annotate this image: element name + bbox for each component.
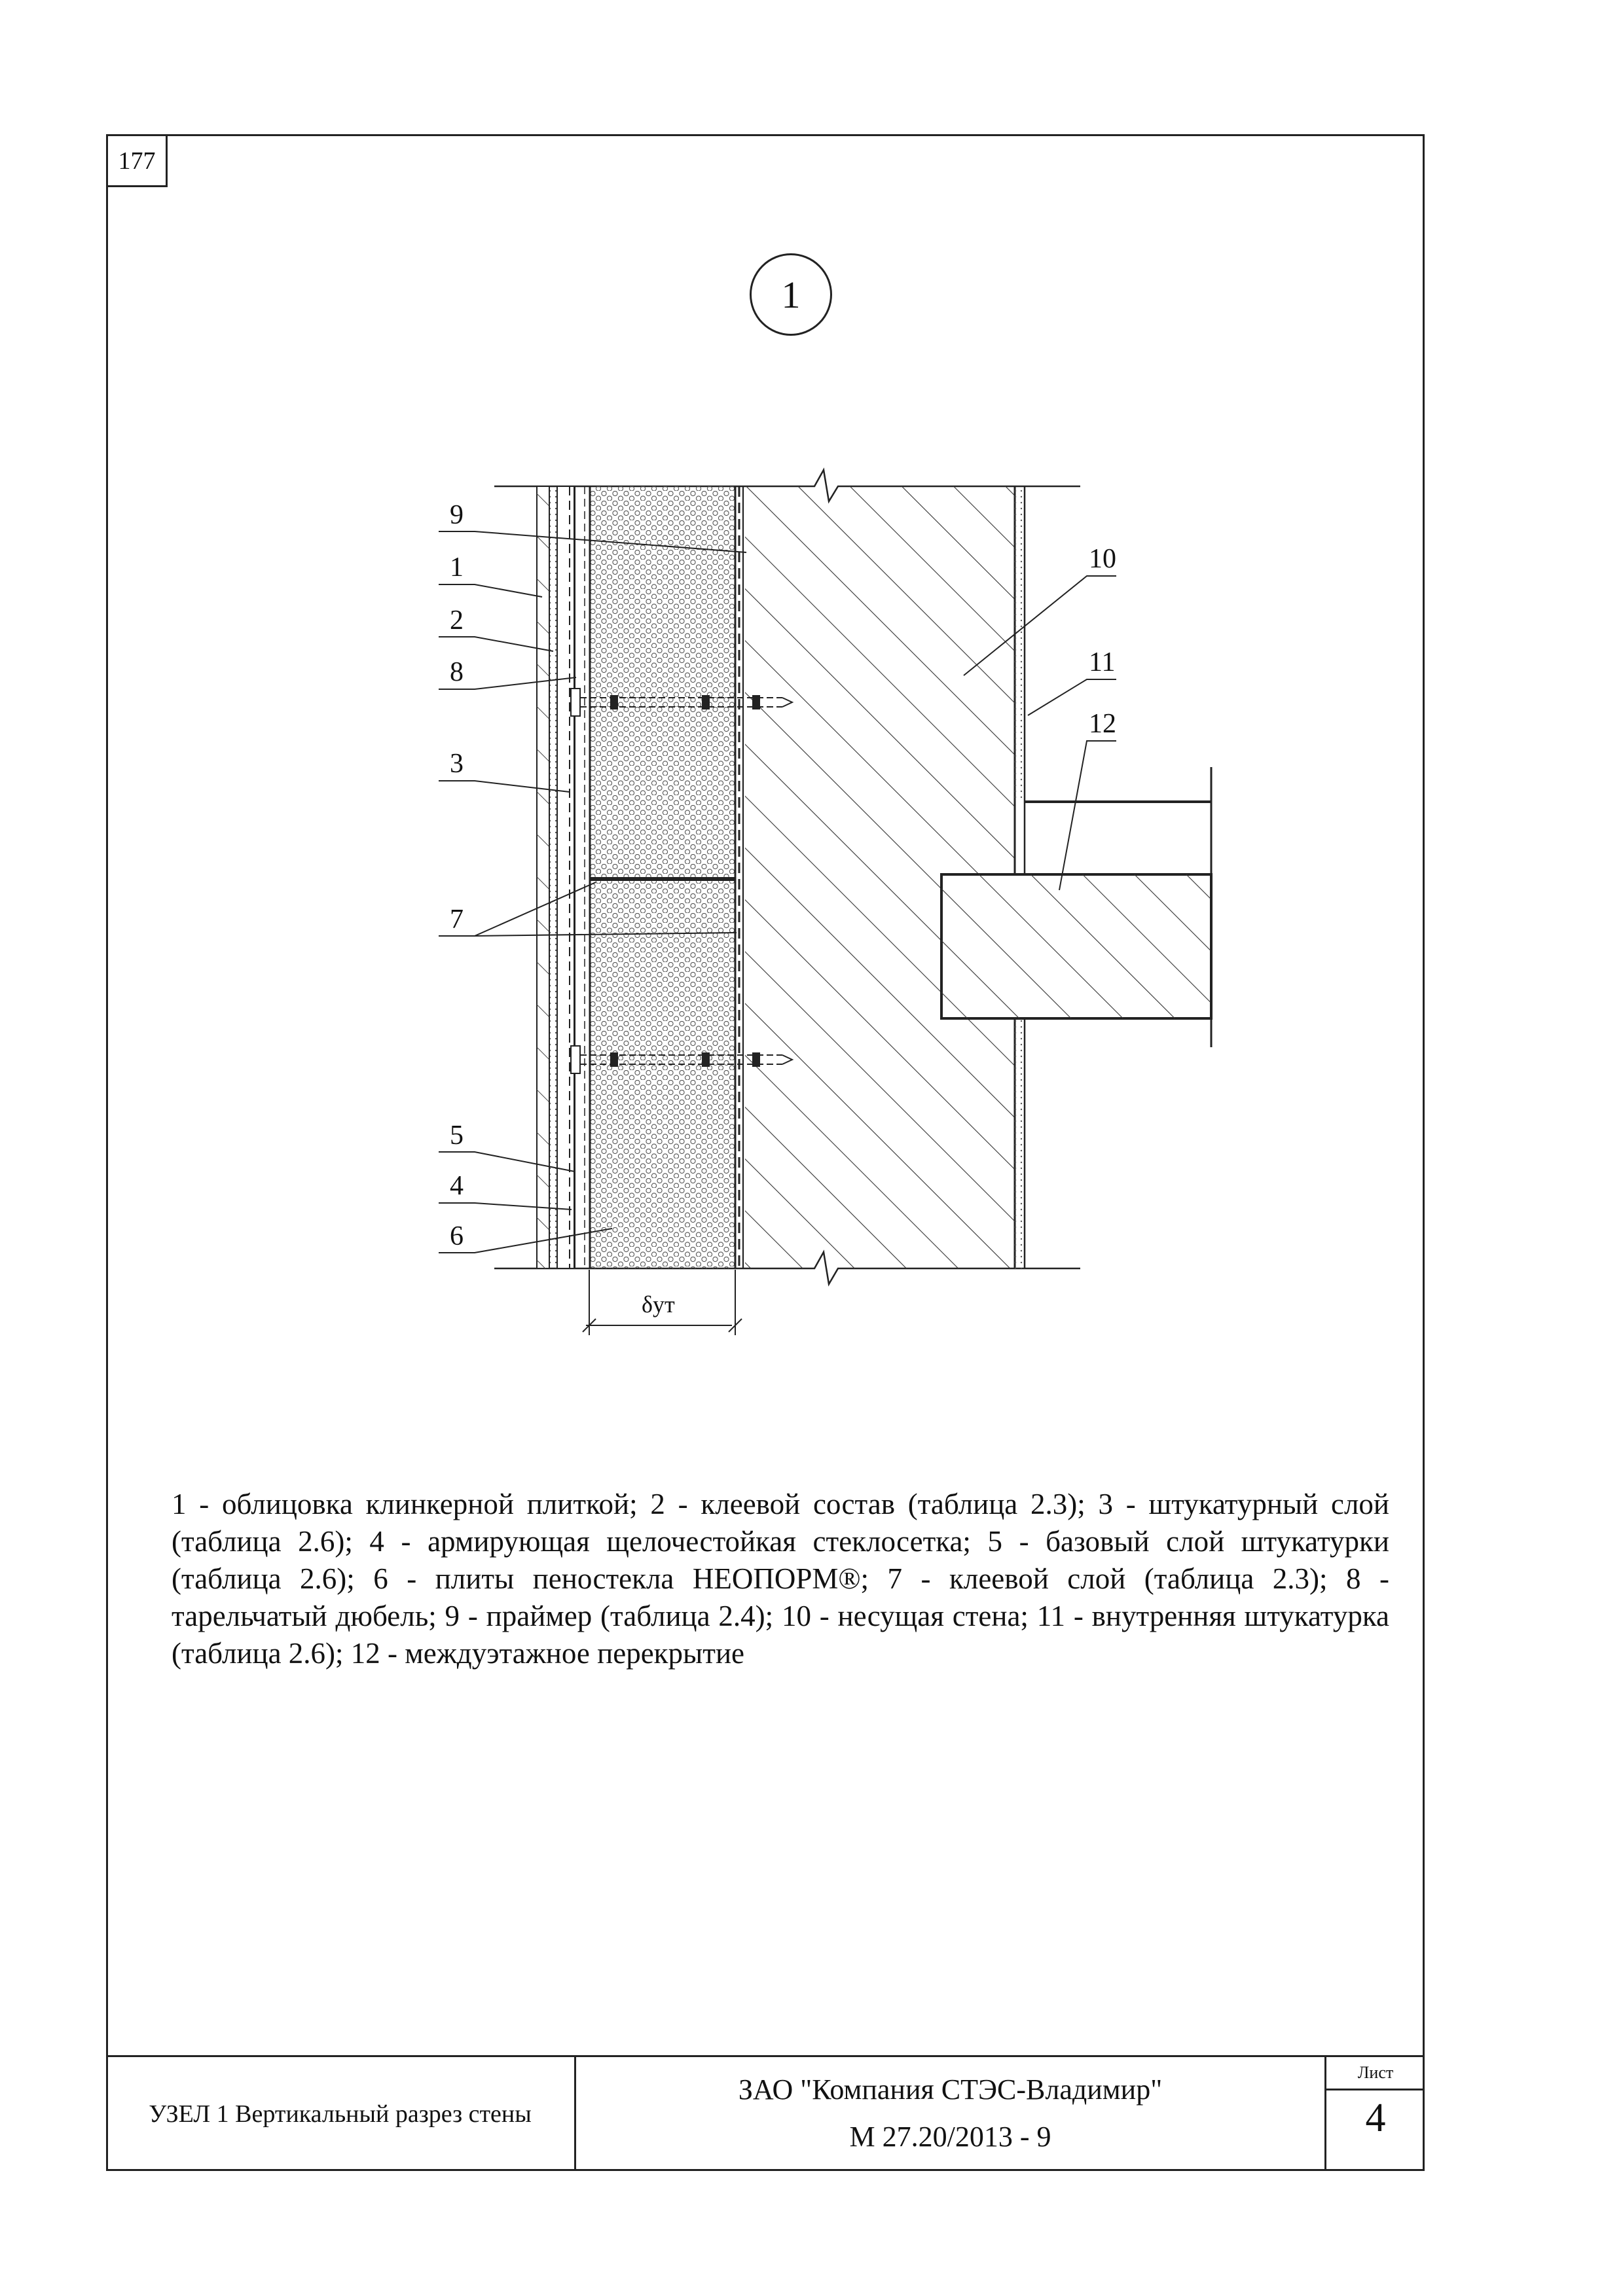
callout-1: 1 <box>450 552 464 583</box>
callout-6: 6 <box>450 1221 464 1251</box>
layer-foam-glass-insulation <box>575 486 735 1268</box>
callout-5: 5 <box>450 1121 464 1151</box>
layer-primer <box>739 486 743 1268</box>
callout-10: 10 <box>1089 544 1116 574</box>
node-number-circle: 1 <box>750 253 832 336</box>
layer-plaster <box>557 486 574 1268</box>
layer-adhesive <box>549 486 557 1268</box>
insulation-thickness-label: δут <box>642 1291 675 1318</box>
drawing-title: УЗЕЛ 1 Вертикальный разрез стены <box>106 2057 576 2171</box>
callout-12: 12 <box>1089 709 1116 739</box>
layer-clinker-tile <box>537 486 549 1268</box>
callout-4: 4 <box>450 1171 464 1201</box>
legend-text: 1 - облицовка клинкерной плиткой; 2 - клеевой состав (таблица 2.3); 3 - штукатурный слой (таблица 2.6); 4 - армирующая щелочестойкая стеклосетка; 5 - базовый слой штукатурки (таблица 2.6); 6 - плиты пеностекла НЕОПОРМ®; 7 - клеевой слой (таблица 2.3); 8 - тарельчатый дюбель; 9 - праймер (таблица 2.4); 10 - несущая стена; 11 - внутренняя штукатурка (таблица 2.6); 12 - междуэтажное перекрытие <box>172 1488 1389 1670</box>
callout-8: 8 <box>450 657 464 687</box>
callout-11: 11 <box>1089 647 1116 677</box>
callout-3: 3 <box>450 749 464 779</box>
document-code: М 27.20/2013 - 9 <box>849 2121 1051 2153</box>
page-number: 177 <box>106 134 168 187</box>
sheet-block <box>1326 2057 1425 2171</box>
company-block <box>576 2057 1326 2171</box>
sheet-number: 4 <box>1365 2096 1386 2140</box>
callout-7: 7 <box>450 905 464 935</box>
sheet-label: Лист <box>1326 2057 1425 2090</box>
callout-2: 2 <box>450 605 464 636</box>
title-block <box>106 2055 1425 2171</box>
callout-9: 9 <box>450 500 464 530</box>
company-name: ЗАО "Компания СТЭС-Владимир" <box>738 2073 1163 2106</box>
